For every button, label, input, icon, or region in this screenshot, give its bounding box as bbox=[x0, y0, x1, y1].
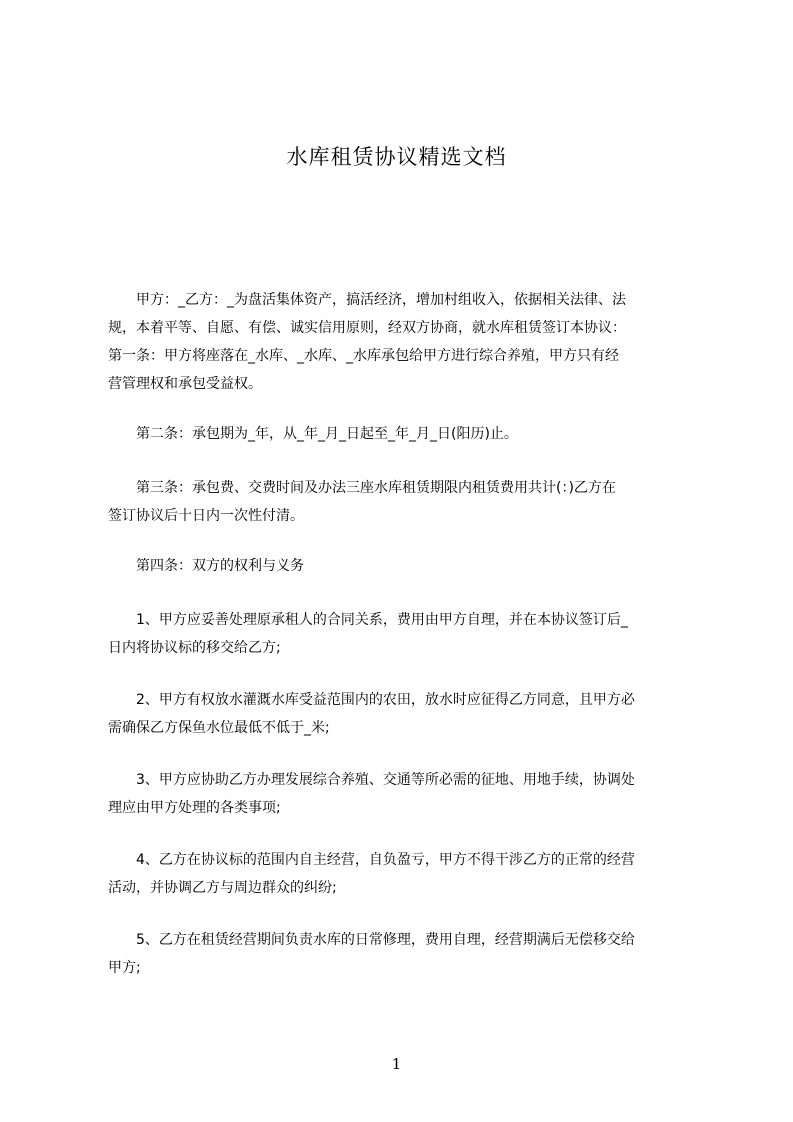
paragraph-line: 3、甲方应协助乙方办理发展综合养殖、交通等所必需的征地、用地手续，协调处 bbox=[108, 772, 635, 788]
page-number: 1 bbox=[391, 1055, 402, 1073]
paragraph-article-4 bbox=[108, 552, 713, 580]
paragraph-article-2 bbox=[108, 420, 713, 448]
paragraph-item-5 bbox=[108, 926, 713, 982]
paragraph-line: 2、甲方有权放水灌溉水库受益范围内的农田，放水时应征得乙方同意，且甲方必 bbox=[108, 692, 635, 708]
paragraph-line: 第四条：双方的权利与义务 bbox=[108, 558, 304, 574]
paragraph-item-4 bbox=[108, 846, 713, 902]
paragraph-line: 第二条：承包期为_年，从_年_月_日起至_年_月_日(阳历)止。 bbox=[108, 426, 518, 442]
paragraph-line: 签订协议后十日内一次性付清。 bbox=[108, 508, 304, 524]
paragraph-line: 第三条：承包费、交费时间及办法三座水库租赁期限内租赁费用共计(：)乙方在 bbox=[108, 480, 616, 496]
paragraph-line: 1、甲方应妥善处理原承租人的合同关系，费用由甲方自理，并在本协议签订后_ bbox=[108, 612, 628, 628]
paragraph-item-3 bbox=[108, 766, 713, 822]
paragraph-item-1 bbox=[108, 606, 713, 662]
paragraph-article-3 bbox=[108, 474, 713, 530]
paragraph-line: 5、乙方在租赁经营期间负责水库的日常修理，费用自理，经营期满后无偿移交给 bbox=[108, 932, 635, 948]
paragraph-line: 需确保乙方保鱼水位最低不低于_米; bbox=[108, 720, 330, 736]
document-title: 水库租赁协议精选文档 bbox=[286, 145, 507, 169]
paragraph-item-2 bbox=[108, 686, 713, 742]
paragraph-line: 甲方; bbox=[108, 960, 141, 976]
paragraph-line: 4、乙方在协议标的范围内自主经营，自负盈亏，甲方不得干涉乙方的正常的经营 bbox=[108, 852, 635, 868]
paragraph-line: 第一条：甲方将座落在_水库、_水库、_水库承包给甲方进行综合养殖，甲方只有经 bbox=[108, 348, 619, 364]
paragraph-line: 理应由甲方处理的各类事项; bbox=[108, 800, 281, 816]
paragraph-line: 日内将协议标的移交给乙方; bbox=[108, 640, 281, 656]
paragraph-line: 规，本着平等、自愿、有偿、诚实信用原则，经双方协商，就水库租赁签订本协议： bbox=[108, 320, 626, 336]
paragraph-line: 甲方：_乙方：_为盘活集体资产，搞活经济，增加村组收入，依据相关法律、法 bbox=[108, 292, 626, 308]
paragraph-line: 营管理权和承包受益权。 bbox=[108, 376, 262, 392]
paragraph-preamble bbox=[108, 286, 713, 398]
paragraph-line: 活动，并协调乙方与周边群众的纠纷; bbox=[108, 880, 337, 896]
